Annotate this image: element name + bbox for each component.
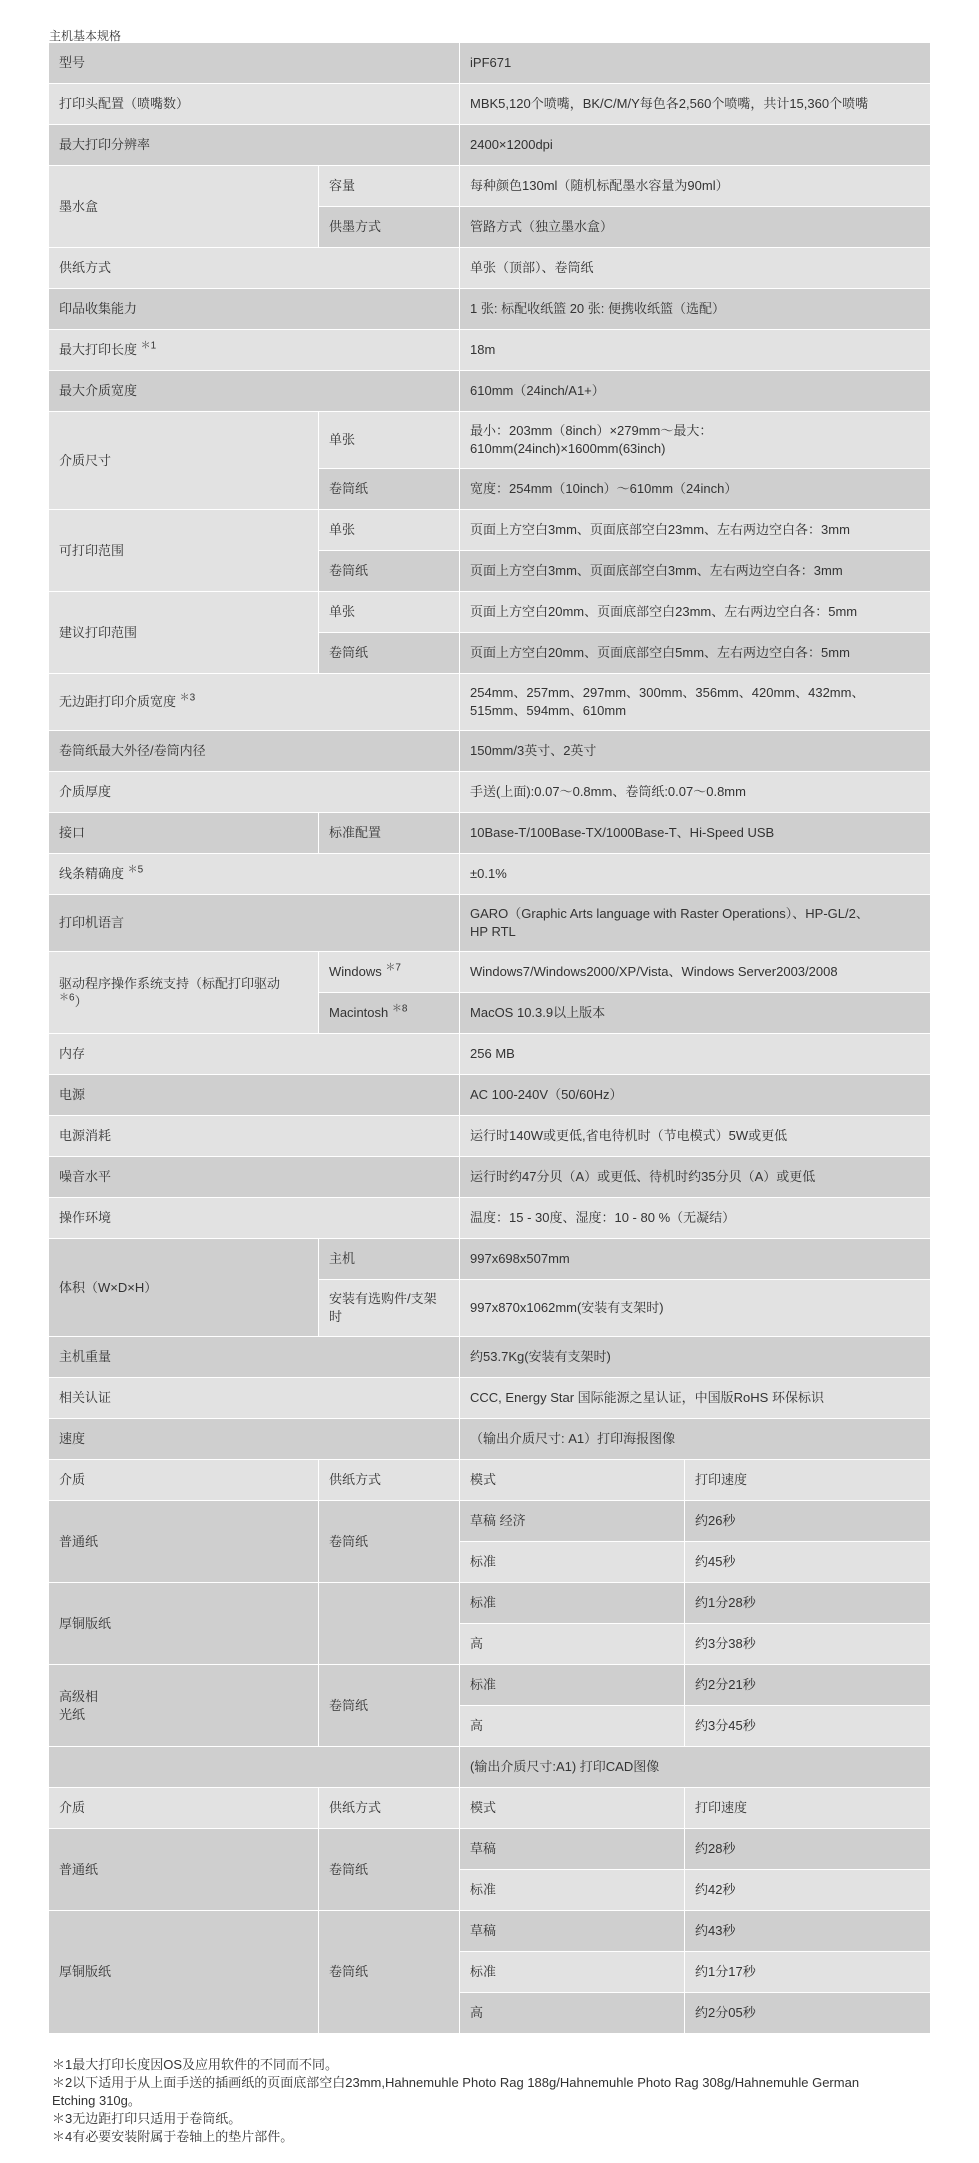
mode-cell: 草稿 xyxy=(460,1911,685,1952)
table-row xyxy=(49,1034,931,1075)
speed-cell: 约28秒 xyxy=(685,1829,931,1870)
media-cell: 厚铜版纸 xyxy=(49,1583,319,1665)
media-cell: 普通纸 xyxy=(49,1829,319,1911)
value-line: 610mm(24inch)×1600mm(63inch) xyxy=(470,441,666,456)
row-label: 最大打印分辨率 xyxy=(49,125,460,166)
row-value: 温度：15 - 30度、湿度：10 - 80 %（无凝结） xyxy=(460,1198,931,1239)
mode-cell: 标准 xyxy=(460,1542,685,1583)
row-label: 供纸方式 xyxy=(49,248,460,289)
table-row xyxy=(49,731,931,772)
row-label: 内存 xyxy=(49,1034,460,1075)
table-caption: 主机基本规格 xyxy=(49,29,122,43)
mode-cell: 草稿 经济 xyxy=(460,1501,685,1542)
row-sublabel: 单张 xyxy=(319,412,460,469)
table-row xyxy=(49,1419,931,1460)
column-header: 模式 xyxy=(460,1788,685,1829)
label-text: 最大打印长度 xyxy=(59,342,138,357)
column-header: 打印速度 xyxy=(685,1460,931,1501)
table-row xyxy=(49,510,931,551)
spec-table xyxy=(49,43,931,2034)
row-label: 介质厚度 xyxy=(49,772,460,813)
table-row xyxy=(49,1116,931,1157)
mode-cell: 标准 xyxy=(460,1870,685,1911)
row-label: 电源消耗 xyxy=(49,1116,460,1157)
table-row xyxy=(49,1198,931,1239)
column-header: 介质 xyxy=(49,1460,319,1501)
footnote-ref: ＊7 xyxy=(385,962,401,974)
speed-cell: 约26秒 xyxy=(685,1501,931,1542)
feed-cell xyxy=(319,1583,460,1665)
table-row xyxy=(49,330,931,371)
row-label xyxy=(49,1747,460,1788)
row-value xyxy=(460,895,931,952)
row-value: 1 张: 标配收纸篮 20 张: 便携收纸篮（选配） xyxy=(460,289,931,330)
speed-cell: 约2分05秒 xyxy=(685,1993,931,2034)
row-value xyxy=(460,412,931,469)
row-label: 体积（W×D×H） xyxy=(49,1239,319,1337)
table-row xyxy=(49,1378,931,1419)
row-sublabel: 容量 xyxy=(319,166,460,207)
row-label: 建议打印范围 xyxy=(49,592,319,674)
media-cell: 厚铜版纸 xyxy=(49,1911,319,2034)
row-value: 每种颜色130ml（随机标配墨水容量为90ml） xyxy=(460,166,931,207)
table-row xyxy=(49,166,931,207)
table-row xyxy=(49,248,931,289)
row-sublabel: 供墨方式 xyxy=(319,207,460,248)
row-value: 宽度：254mm（10inch）～610mm（24inch） xyxy=(460,469,931,510)
mode-cell: 高 xyxy=(460,1706,685,1747)
footnotes xyxy=(49,2056,931,2146)
table-row xyxy=(49,1747,931,1788)
row-value: 150mm/3英寸、2英寸 xyxy=(460,731,931,772)
footnote-ref: ＊1 xyxy=(140,340,157,352)
table-row xyxy=(49,43,931,84)
mode-cell: 标准 xyxy=(460,1952,685,1993)
row-sublabel: 主机 xyxy=(319,1239,460,1280)
column-header: 供纸方式 xyxy=(319,1460,460,1501)
row-label: 操作环境 xyxy=(49,1198,460,1239)
label-text: 无边距打印介质宽度 xyxy=(59,694,177,709)
table-row xyxy=(49,772,931,813)
table-row xyxy=(49,84,931,125)
row-value: 997x870x1062mm(安装有支架时) xyxy=(460,1280,931,1337)
row-label: 打印头配置（喷嘴数） xyxy=(49,84,460,125)
table-row xyxy=(49,674,931,731)
row-value xyxy=(460,674,931,731)
table-row xyxy=(49,854,931,895)
label-text: ） xyxy=(74,993,88,1009)
label-text: 驱动程序操作系统支持（标配打印驱动 xyxy=(59,975,281,991)
label-text: Windows xyxy=(329,964,382,979)
table-row xyxy=(49,1665,931,1706)
row-value: 2400×1200dpi xyxy=(460,125,931,166)
row-value: 997x698x507mm xyxy=(460,1239,931,1280)
speed-cell: 约1分17秒 xyxy=(685,1952,931,1993)
row-value: 页面上方空白3mm、页面底部空白3mm、左右两边空白各：3mm xyxy=(460,551,931,592)
row-label xyxy=(49,330,460,371)
footnote: ＊4有必要安装附属于卷轴上的垫片部件。 xyxy=(52,2129,294,2144)
label-line: 时 xyxy=(329,1309,343,1324)
mode-cell: 草稿 xyxy=(460,1829,685,1870)
table-row xyxy=(49,1157,931,1198)
speed-cell: 约45秒 xyxy=(685,1542,931,1583)
value-line: 254mm、257mm、297mm、300mm、356mm、420mm、432mm、 xyxy=(470,685,865,700)
media-cell: 普通纸 xyxy=(49,1501,319,1583)
row-label: 墨水盒 xyxy=(49,166,319,248)
row-value: 610mm（24inch/A1+） xyxy=(460,371,931,412)
column-header: 供纸方式 xyxy=(319,1788,460,1829)
value-line: GARO（Graphic Arts language with Raster Operations）、HP-GL/2、 xyxy=(470,906,869,921)
row-value: 约53.7Kg(安装有支架时) xyxy=(460,1337,931,1378)
table-row xyxy=(49,1460,931,1501)
table-row xyxy=(49,1501,931,1542)
row-value: 手送(上面):0.07～0.8mm、卷筒纸:0.07～0.8mm xyxy=(460,772,931,813)
row-label: 噪音水平 xyxy=(49,1157,460,1198)
table-row xyxy=(49,1337,931,1378)
row-value: iPF671 xyxy=(460,43,931,84)
row-value: MBK5,120个喷嘴，BK/C/M/Y每色各2,560个喷嘴，共计15,360个喷嘴 xyxy=(460,84,931,125)
row-value: 页面上方空白20mm、页面底部空白5mm、左右两边空白各：5mm xyxy=(460,633,931,674)
row-sublabel: 单张 xyxy=(319,592,460,633)
footnote: ＊1最大打印长度因OS及应用软件的不同而不同。 xyxy=(52,2057,339,2072)
table-row xyxy=(49,1829,931,1870)
label-line: 安装有选购件/支架 xyxy=(329,1291,437,1306)
footnote-ref: ＊5 xyxy=(127,864,144,876)
speed-cell: 约1分28秒 xyxy=(685,1583,931,1624)
row-sublabel xyxy=(319,993,460,1034)
table-row xyxy=(49,1239,931,1280)
table-row xyxy=(49,895,931,952)
label-text: Macintosh xyxy=(329,1005,389,1020)
row-value: 页面上方空白3mm、页面底部空白23mm、左右两边空白各：3mm xyxy=(460,510,931,551)
row-label: 最大介质宽度 xyxy=(49,371,460,412)
row-label xyxy=(49,952,319,1034)
table-row xyxy=(49,1911,931,1952)
row-value: 单张（顶部）、卷筒纸 xyxy=(460,248,931,289)
media-cell xyxy=(49,1665,319,1747)
speed-cell: 约43秒 xyxy=(685,1911,931,1952)
mode-cell: 标准 xyxy=(460,1665,685,1706)
column-header: 介质 xyxy=(49,1788,319,1829)
speed-cell: 约42秒 xyxy=(685,1870,931,1911)
row-sublabel: 单张 xyxy=(319,510,460,551)
row-value: 管路方式（独立墨水盒） xyxy=(460,207,931,248)
row-label: 型号 xyxy=(49,43,460,84)
row-label xyxy=(49,854,460,895)
row-label: 主机重量 xyxy=(49,1337,460,1378)
row-sublabel xyxy=(319,1280,460,1337)
table-row xyxy=(49,592,931,633)
feed-cell: 卷筒纸 xyxy=(319,1829,460,1911)
feed-cell: 卷筒纸 xyxy=(319,1665,460,1747)
column-header: 打印速度 xyxy=(685,1788,931,1829)
speed-cell: 约3分45秒 xyxy=(685,1706,931,1747)
row-label xyxy=(49,674,460,731)
row-value: ±0.1% xyxy=(460,854,931,895)
table-row xyxy=(49,412,931,469)
row-value: 运行时约47分贝（A）或更低、待机时约35分贝（A）或更低 xyxy=(460,1157,931,1198)
row-label: 印品收集能力 xyxy=(49,289,460,330)
row-label: 卷筒纸最大外径/卷筒内径 xyxy=(49,731,460,772)
row-sublabel: 卷筒纸 xyxy=(319,469,460,510)
row-label: 打印机语言 xyxy=(49,895,460,952)
label-line: 高级相 xyxy=(59,1688,99,1704)
row-value: (输出介质尺寸:A1) 打印CAD图像 xyxy=(460,1747,931,1788)
row-label: 接口 xyxy=(49,813,319,854)
value-line: 最小：203mm（8inch）×279mm～最大： xyxy=(470,423,713,438)
table-row xyxy=(49,371,931,412)
row-sublabel: 卷筒纸 xyxy=(319,633,460,674)
label-line: 光纸 xyxy=(59,1706,86,1722)
mode-cell: 高 xyxy=(460,1624,685,1665)
table-row xyxy=(49,813,931,854)
table-row xyxy=(49,289,931,330)
footnote-ref: ＊3 xyxy=(179,692,196,704)
footnote: ＊2以下适用于从上面手送的插画纸的页面底部空白23mm,Hahnemuhle Photo Rag 188g/Hahnemuhle Photo Rag 308g/Hahnemuhle German xyxy=(52,2075,860,2090)
row-value: AC 100-240V（50/60Hz） xyxy=(460,1075,931,1116)
row-value: 10Base-T/100Base-TX/1000Base-T、Hi-Speed USB xyxy=(460,813,931,854)
row-value: 18m xyxy=(460,330,931,371)
label-text: 线条精确度 xyxy=(59,866,125,881)
row-sublabel: 卷筒纸 xyxy=(319,551,460,592)
table-row xyxy=(49,1075,931,1116)
footnote: ＊3无边距打印只适用于卷筒纸。 xyxy=(52,2111,242,2126)
mode-cell: 标准 xyxy=(460,1583,685,1624)
row-sublabel xyxy=(319,952,460,993)
mode-cell: 高 xyxy=(460,1993,685,2034)
speed-cell: 约2分21秒 xyxy=(685,1665,931,1706)
row-label: 电源 xyxy=(49,1075,460,1116)
row-value: MacOS 10.3.9以上版本 xyxy=(460,993,931,1034)
feed-cell: 卷筒纸 xyxy=(319,1911,460,2034)
row-label: 可打印范围 xyxy=(49,510,319,592)
row-value: Windows7/Windows2000/XP/Vista、Windows Server2003/2008 xyxy=(460,952,931,993)
row-value: 256 MB xyxy=(460,1034,931,1075)
table-row xyxy=(49,1788,931,1829)
row-label: 介质尺寸 xyxy=(49,412,319,510)
row-value: 页面上方空白20mm、页面底部空白23mm、左右两边空白各：5mm xyxy=(460,592,931,633)
row-label: 相关认证 xyxy=(49,1378,460,1419)
speed-cell: 约3分38秒 xyxy=(685,1624,931,1665)
row-value: （输出介质尺寸: A1）打印海报图像 xyxy=(460,1419,931,1460)
footnote-ref: ＊6 xyxy=(59,992,75,1004)
row-sublabel: 标准配置 xyxy=(319,813,460,854)
value-line: 515mm、594mm、610mm xyxy=(470,703,627,718)
value-line: HP RTL xyxy=(470,924,516,939)
column-header: 模式 xyxy=(460,1460,685,1501)
row-value: 运行时140W或更低,省电待机时（节电模式）5W或更低 xyxy=(460,1116,931,1157)
feed-cell: 卷筒纸 xyxy=(319,1501,460,1583)
table-row xyxy=(49,1583,931,1624)
row-value: CCC, Energy Star 国际能源之星认证，中国版RoHS 环保标识 xyxy=(460,1378,931,1419)
footnote-ref: ＊8 xyxy=(391,1003,408,1015)
footnote: Etching 310g。 xyxy=(52,2093,141,2108)
table-row xyxy=(49,952,931,993)
row-label: 速度 xyxy=(49,1419,460,1460)
table-row xyxy=(49,125,931,166)
